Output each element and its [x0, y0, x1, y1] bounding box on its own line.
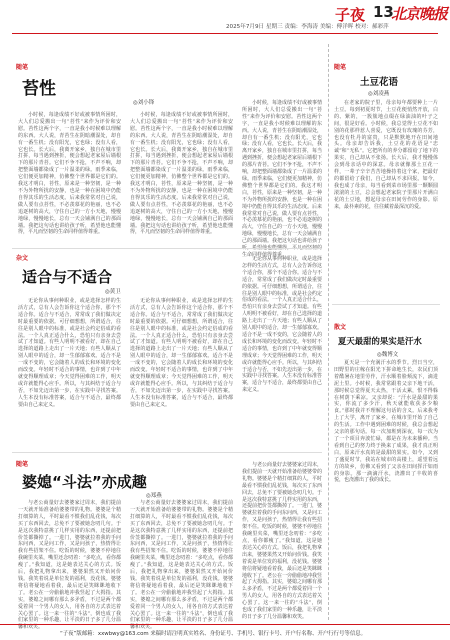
dateline: 2025年7月9日 星期三 责编：李海涛 美编：傅洋晖 校对：郝彩萍: [226, 24, 389, 30]
divider: [332, 304, 440, 305]
article-byline: ◎刘小锋: [133, 100, 155, 106]
article-byline: ◎魏博文: [377, 352, 399, 358]
article-title: 婆媳“斗法”亦成趣: [22, 473, 147, 491]
article-byline: ◎刘凌燕: [368, 91, 390, 97]
article-body: 夏天是一个充满汗水的季节。烈日当空，田野里的庄稼在阳光下拼命地生长，农民们顶着酷暑在地里劳作，汗水顺着脸颊流下，滴进泥土里。小时候，我常常跟着父亲下地干活，那时候总觉得夏天太热，干活太累，恨不得躲在树荫下乘凉。父亲却说：“汗水是最甜的果实，你流了多少汗，秋天就能收获多少粮食。”那时我并不理解这句话的含义。后来我考上了大学，离开了家乡，在城市里开始了自己的生活。工作中遇到困难的时候，我总会想起父亲的那句话。每一次加班到深夜，每一次为了一个项目奔波忙碌，都是在为未来播种。当看到自己的努力终于换来了成果，我才真正明白，原来汗水真的是最甜的果实。如今，又到了盛夏时节，我站在城市的高楼上，遥望着远方的故乡，仿佛又看到了父亲在田间挥汗如雨的身影。那一滴滴汗水，浇灌出了丰收的喜悦，也浇灌出了我的成长。: [334, 360, 438, 484]
article-body-col2: 小时候，每逢成绩不好或被事情所困时，大人们总爱搬出一句“苔性”来作为评价和安慰。苔性这两个字，一直是我小时候难以理解的东西。大人说，青苔生在阴暗潮湿处，却自有一番生机；没有阳光，它也绿；没有人看，它也长。长大后，我离开家乡，独自在城市里打拼，每当遇到挫折，便会想起老家屋后墙根下的那片青苔。它们不争不抢，不声不响，却把整面墙都染成了一片温柔的绿。雨季来临，它们便更加精神，仿佛整个世界都是它们的。我这才明白，苔性，原来是一种坚韧，是一种不为外物所扰的安静，也是一种在困境中仍能自得其乐的生活态度。后来我常常对自己说，做人要有点苔性，不必羡慕花的艳丽，也不必追逐树的高大，守住自己的一方小天地，慢慢地绿，慢慢地长，总有一天会铺满自己的那面墙。我把这句话也讲给孩子听，希望他也能懂得，平凡而坚韧的生命同样值得尊重。: [130, 112, 233, 236]
header-rule: [12, 33, 438, 34]
article-title: 夏天最甜的果实是汗水: [338, 336, 422, 346]
section-brand: 子夜: [335, 6, 366, 24]
divider: [12, 248, 322, 249]
article-body-col2: 与老公商量好去婆婆家过周末，我们提前一天就开始准备给婆婆带的礼物。婆婆是个精打细算的人，平时最看不惯我们乱花钱，每次买了东西回去，总免不了要被她念叨几句。于是这次我特意挑了几样实用的东西，还提前把价签都撕掉了。一进门，婆婆就拉着我的手问东问西，又是问工作，又是问孩子，热情得让我有些招架不住。吃饭的时候，婆婆不停地往我碗里夹菜，嘴里还念叨着：“多吃点，看你都瘦了。”我知道，这是她表达关心的方式。饭后，我把礼物拿出来，婆婆果然又开始问价钱。我笑着说是单位发的福利，没花钱。婆婆将信将疑地看着我，最后还是笑眯眯地收下了。老公在一旁偷偷地冲我竖起了大拇指。其实，婆媳之间哪有那么多矛盾，不过是两个都爱着同一个男人的女人，用各自的方式表达着关心罢了。这一来一往的“斗法”，倒也成了我们家里的一种乐趣，让平淡的日子多了几分温馨和欢笑。: [130, 500, 233, 631]
article-body-col1: 小时候，每逢成绩不好或被事情所困时，大人们总爱搬出一句“苔性”来作为评价和安慰。苔性这两个字，一直是我小时候难以理解的东西。大人说，青苔生在阴暗潮湿处，却自有一番生机；没有阳光，它也绿；没有人看，它也长。长大后，我离开家乡，独自在城市里打拼，每当遇到挫折，便会想起老家屋后墙根下的那片青苔。它们不争不抢，不声不响，却把整面墙都染成了一片温柔的绿。雨季来临，它们便更加精神，仿佛整个世界都是它们的。我这才明白，苔性，原来是一种坚韧，是一种不为外物所扰的安静，也是一种在困境中仍能自得其乐的生活态度。后来我常常对自己说，做人要有点苔性，不必羡慕花的艳丽，也不必追逐树的高大，守住自己的一方小天地，慢慢地绿，慢慢地长，总有一天会铺满自己的那面墙。我把这句话也讲给孩子听，希望他也能懂得，平凡而坚韧的生命同样值得尊重。: [18, 112, 121, 236]
column-divider: [328, 44, 329, 620]
article-byline: ◎郑燕: [146, 493, 162, 499]
section-tag: 散文: [334, 324, 347, 331]
submission-note: “子夜”版邮箱：xxwbwy@163.com 来稿时请注明真实姓名、身份证号、手机号、银行卡号、开户行名称、开户行行号等信息。: [60, 631, 366, 637]
article-title: 苔性: [22, 79, 56, 99]
article-body-col3: 与老公商量好去婆婆家过周末，我们提前一天就开始准备给婆婆带的礼物。婆婆是个精打细算的人，平时最看不惯我们乱花钱，每次买了东西回去，总免不了要被她念叨几句。于是这次我特意挑了几样实用的东西，还提前把价签都撕掉了。一进门，婆婆就拉着我的手问东问西，又是问工作，又是问孩子，热情得让我有些招架不住。吃饭的时候，婆婆不停地往我碗里夹菜，嘴里还念叨着：“多吃点，看你都瘦了。”我知道，这是她表达关心的方式。饭后，我把礼物拿出来，婆婆果然又开始问价钱。我笑着说是单位发的福利，没花钱。婆婆将信将疑地看着我，最后还是笑眯眯地收下了。老公在一旁偷偷地冲我竖起了大拇指。其实，婆媳之间哪有那么多矛盾，不过是两个都爱着同一个男人的女人，用各自的方式表达着关心罢了。这一来一往的“斗法”，倒也成了我们家里的一种乐趣，让平淡的日子多了几分温馨和欢笑。: [242, 462, 323, 620]
article-title: 土豆花语: [360, 77, 399, 88]
article-byline: ◎黄卫: [105, 289, 121, 295]
section-tag: 杂文: [16, 255, 29, 262]
article-body-col3: 无论你从事何种职业，或是选择怎样的生活方式，总有人会告诉你这个适合你，那个不适合你。适合与不适合，常常成了我们做决定时最重要的依据。可仔细想想，所谓适合，往往是别人眼中的标准，或是社会约定俗成的看法。一个人真正适合什么，恐怕只有亲身去尝试了才知道。有些人明明不被看好，却在自己选择的道路上走出了一片天地；有些人顺从了别人眼中的适合，却一生郁郁寡欢。适合不是一成不变的，它会随着人的成长和环境的变化而改变。年轻时不适合的事情，也许到了中年就变得顺理成章；今天觉得困难的工作，明天或许就能得心应手。所以，与其纠结于适合与否，不如先迈出第一步，在实践中寻找答案。人生本没有标准答案，适合与不适合，最终都要由自己来定义。: [242, 256, 323, 394]
article-body-col1: 无论你从事何种职业，或是选择怎样的生活方式，总有人会告诉你这个适合你，那个不适合你。适合与不适合，常常成了我们做决定时最重要的依据。可仔细想想，所谓适合，往往是别人眼中的标准，或是社会约定俗成的看法。一个人真正适合什么，恐怕只有亲身去尝试了才知道。有些人明明不被看好，却在自己选择的道路上走出了一片天地；有些人顺从了别人眼中的适合，却一生郁郁寡欢。适合不是一成不变的，它会随着人的成长和环境的变化而改变。年轻时不适合的事情，也许到了中年就变得顺理成章；今天觉得困难的工作，明天或许就能得心应手。所以，与其纠结于适合与否，不如先迈出第一步，在实践中寻找答案。人生本没有标准答案，适合与不适合，最终都要由自己来定义。: [18, 298, 121, 408]
article-body-col1: 与老公商量好去婆婆家过周末，我们提前一天就开始准备给婆婆带的礼物。婆婆是个精打细算的人，平时最看不惯我们乱花钱，每次买了东西回去，总免不了要被她念叨几句。于是这次我特意挑了几样实用的东西，还提前把价签都撕掉了。一进门，婆婆就拉着我的手问东问西，又是问工作，又是问孩子，热情得让我有些招架不住。吃饭的时候，婆婆不停地往我碗里夹菜，嘴里还念叨着：“多吃点，看你都瘦了。”我知道，这是她表达关心的方式。饭后，我把礼物拿出来，婆婆果然又开始问价钱。我笑着说是单位发的福利，没花钱。婆婆将信将疑地看着我，最后还是笑眯眯地收下了。老公在一旁偷偷地冲我竖起了大拇指。其实，婆媳之间哪有那么多矛盾，不过是两个都爱着同一个男人的女人，用各自的方式表达着关心罢了。这一来一往的“斗法”，倒也成了我们家里的一种乐趣，让平淡的日子多了几分温馨和欢笑。: [18, 500, 121, 631]
article-body-col2: 无论你从事何种职业，或是选择怎样的生活方式，总有人会告诉你这个适合你，那个不适合你。适合与不适合，常常成了我们做决定时最重要的依据。可仔细想想，所谓适合，往往是别人眼中的标准，或是社会约定俗成的看法。一个人真正适合什么，恐怕只有亲身去尝试了才知道。有些人明明不被看好，却在自己选择的道路上走出了一片天地；有些人顺从了别人眼中的适合，却一生郁郁寡欢。适合不是一成不变的，它会随着人的成长和环境的变化而改变。年轻时不适合的事情，也许到了中年就变得顺理成章；今天觉得困难的工作，明天或许就能得心应手。所以，与其纠结于适合与否，不如先迈出第一步，在实践中寻找答案。人生本没有标准答案，适合与不适合，最终都要由自己来定义。: [130, 298, 233, 408]
article-body-col3: 小时候，每逢成绩不好或被事情所困时，大人们总爱搬出一句“苔性”来作为评价和安慰。苔性这两个字，一直是我小时候难以理解的东西。大人说，青苔生在阴暗潮湿处，却自有一番生机；没有阳光，它也绿；没有人看，它也长。长大后，我离开家乡，独自在城市里打拼，每当遇到挫折，便会想起老家屋后墙根下的那片青苔。它们不争不抢，不声不响，却把整面墙都染成了一片温柔的绿。雨季来临，它们便更加精神，仿佛整个世界都是它们的。我这才明白，苔性，原来是一种坚韧，是一种不为外物所扰的安静，也是一种在困境中仍能自得其乐的生活态度。后来我常常对自己说，做人要有点苔性，不必羡慕花的艳丽，也不必追逐树的高大，守住自己的一方小天地，慢慢地绿，慢慢地长，总有一天会铺满自己的那面墙。我把这句话也讲给孩子听，希望他也能懂得，平凡而坚韧的生命同样值得尊重。: [242, 100, 323, 258]
section-tag: 随笔: [334, 64, 347, 71]
divider: [12, 452, 322, 453]
section-tag: 随笔: [16, 64, 29, 71]
section-tag: 随笔: [16, 461, 29, 468]
page-number: 13: [373, 3, 394, 21]
article-body: 在老家的院子里，母亲每年都要种上一片土豆。每到初夏时节，土豆花便悄然开放，白的、紫的，一簇簇地点缀在绿油油的叶子之间，很是好看。小时候，我总觉得土豆花不如别的花那样惹人喜爱，它既没有玫瑰的芬芳，也没有牡丹的富贵，只是默默地开在田间地头。母亲却告诉我，土豆花的花语是“忠诚”和“无私”。它把所有的养分都留给了地下的果实，自己却从不张扬。长大后，我才慢慢体会到母亲话中的深意。母亲就像那土豆花一样，一辈子辛辛苦苦地操持着这个家，把最好的都留给了我们，自己却从不求回报。如今，我也成了母亲，每当看到菜市场里那一颗颗圆滚滚的土豆，总会想起老家院子里那片开满白花的土豆地，想起母亲在田间劳作的身影。原来，最朴素的花，往往藏着最深沉的爱。: [334, 100, 438, 210]
newspaper-masthead: 北京晚报: [391, 5, 448, 23]
page-footer: [0, 624, 450, 640]
page-header: [0, 0, 450, 40]
article-title: 适合与不适合: [22, 268, 113, 286]
